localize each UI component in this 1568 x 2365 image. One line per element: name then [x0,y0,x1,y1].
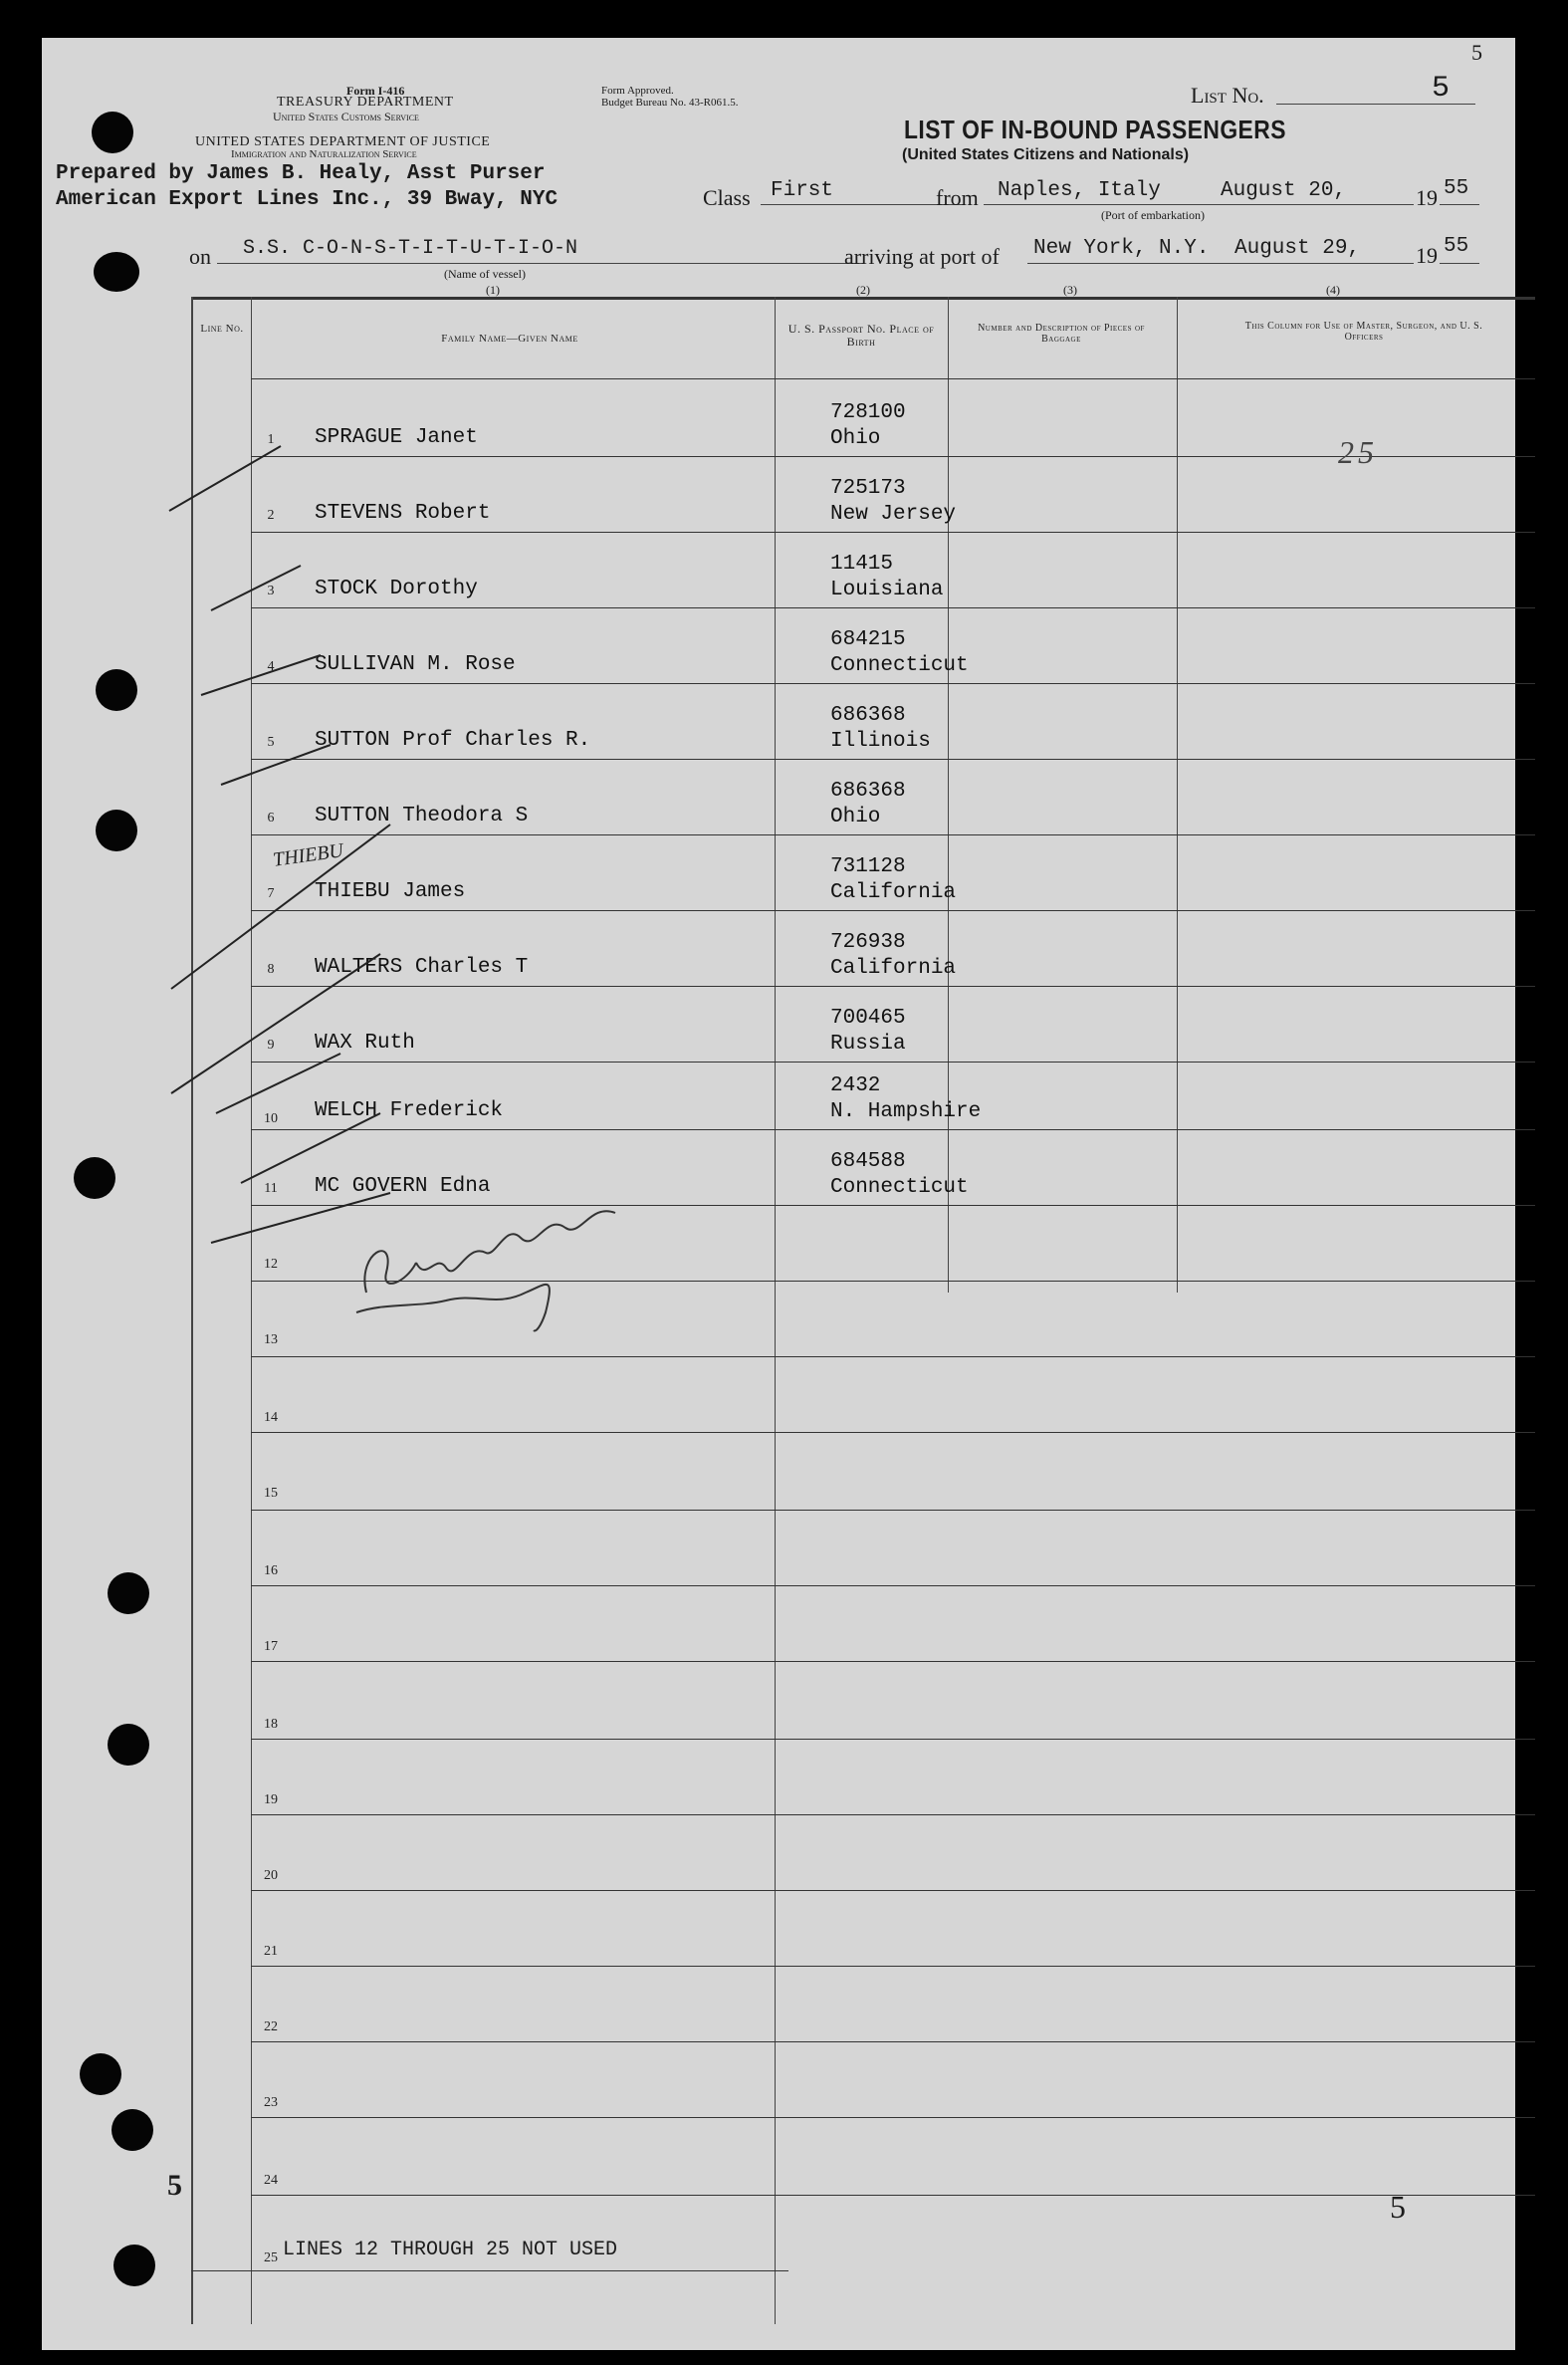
row-rule [251,834,1535,835]
row-birthplace: Ohio [830,806,881,828]
row-birthplace: Louisiana [830,579,944,601]
footer-note: LINES 12 THROUGH 25 NOT USED [283,2239,618,2261]
row-line-number: 5 [267,735,275,750]
row-rule [251,2117,1535,2118]
row-line-number: 10 [264,1111,278,1126]
header-bottom-rule [251,378,1535,379]
vessel-underline [217,263,864,264]
margin-number-left: 5 [167,2169,182,2202]
row-rule [251,1062,1535,1063]
row-line-number: 25 [264,2250,278,2265]
row-name: SUTTON Theodora S [315,805,529,828]
row-rule [251,986,1535,987]
row-rule [251,1966,1535,1967]
arrival-date: August 29, [1234,237,1361,260]
class-underline [761,204,964,205]
port-embarkation-caption: (Port of embarkation) [1101,208,1205,222]
row-rule [251,2041,1535,2042]
handwritten-name-correction: THIEBU [271,839,345,871]
punch-hole [96,669,137,711]
arriving-label: arriving at port of [844,244,1000,269]
from-underline [984,204,1414,205]
row-name: MC GOVERN Edna [315,1175,491,1198]
header-family-name: Family Name—Given Name [441,333,578,345]
row-line-number: 14 [264,1410,278,1425]
row-passport: 731128 [830,855,906,878]
row-passport: 728100 [830,401,906,424]
corner-number: 5 [1471,40,1482,65]
row-line-number: 3 [267,584,275,598]
row-name: SPRAGUE Janet [315,426,478,449]
row-rule [251,2195,1535,2196]
header-baggage: Number and Description of Pieces of Baggage [978,323,1145,345]
punch-hole [108,1572,149,1614]
arrival-year-prefix: 19 [1416,243,1438,268]
budget-bureau: Budget Bureau No. 43-R061.5. [601,97,739,109]
row-rule [251,1432,1535,1433]
row-birthplace: Ohio [830,427,881,450]
class-label: Class [703,185,751,210]
row-rule [251,910,1535,911]
punch-hole [113,2245,155,2286]
from-label: from [936,185,979,210]
row-line-number: 7 [267,886,275,901]
row-birthplace: California [830,957,957,980]
row-rule [251,759,1535,760]
vessel-name: S.S. C-O-N-S-T-I-T-U-T-I-O-N [243,237,578,260]
row-line-number: 22 [264,2019,278,2034]
punch-hole [80,2053,121,2095]
row-rule [251,532,1535,533]
column-number-4: (4) [1326,283,1340,297]
header-passport: U. S. Passport No. Place of Birth [787,322,935,349]
row-line-number: 24 [264,2173,278,2188]
row-rule [251,1739,1535,1740]
row-line-number: 2 [267,508,275,523]
row-name: STOCK Dorothy [315,578,478,600]
header-officers: This Column for Use of Master, Surgeon, and U. S. Officers [1244,321,1483,343]
row-birthplace: Connecticut [830,1176,969,1199]
list-title: LIST OF IN-BOUND PASSENGERS [904,115,1286,144]
row-passport: 686368 [830,704,906,727]
row-name: WAX Ruth [315,1032,415,1055]
immigration-service: Immigration and Naturalization Service [231,148,417,160]
table-top-border [191,297,1535,300]
row-birthplace: N. Hampshire [830,1100,982,1123]
form-approved: Form Approved. [601,85,674,97]
list-subtitle: (United States Citizens and Nationals) [902,146,1190,163]
list-number-value: 5 [1432,72,1451,106]
row-passport: 684588 [830,1150,906,1173]
row-passport: 2432 [830,1074,881,1097]
shipping-line: American Export Lines Inc., 39 Bway, NYC [56,188,559,211]
row-passport: 726938 [830,931,906,954]
row-name: WALTERS Charles T [315,956,529,979]
punch-hole [74,1157,115,1199]
column-divider-name [775,297,776,2324]
row-name: STEVENS Robert [315,502,491,525]
row-rule [251,1890,1535,1891]
row-rule [251,1356,1535,1357]
row-birthplace: Illinois [830,730,931,753]
row-line-number: 17 [264,1639,278,1654]
row-line-number: 21 [264,1944,278,1959]
form-number: Form I-416 [346,84,405,98]
row-rule [251,683,1535,684]
punch-hole [96,810,137,851]
row-line-number: 11 [264,1181,278,1196]
prepared-by: Prepared by James B. Healy, Asst Purser [56,162,546,185]
row-birthplace: California [830,881,957,904]
column-divider-baggage [1177,297,1178,1293]
row-passport: 684215 [830,628,906,651]
punch-hole [92,112,133,153]
row-birthplace: New Jersey [830,503,957,526]
treasury-department: TREASURY DEPARTMENT [277,95,454,110]
arrival-port: New York, N.Y. [1033,237,1210,260]
column-number-1: (1) [486,283,500,297]
row-line-number: 20 [264,1868,278,1883]
column-number-2: (2) [856,283,870,297]
arrival-year: 55 [1444,235,1469,258]
departure-year-underline [1440,204,1479,205]
row-passport: 11415 [830,553,894,576]
row-line-number: 9 [267,1038,275,1053]
row-passport: 725173 [830,477,906,500]
margin-number-right: 5 [1390,2189,1406,2225]
arrival-year-underline [1440,263,1479,264]
customs-service: United States Customs Service [273,110,419,123]
list-number-label: List No. [1191,83,1264,108]
row-line-number: 23 [264,2095,278,2110]
from-port: Naples, Italy [998,179,1161,202]
on-label: on [189,244,211,269]
column-number-3: (3) [1063,283,1077,297]
class-value: First [771,179,834,202]
column-divider-passport [948,297,949,1293]
row-rule [251,1510,1535,1511]
row-rule [251,1661,1535,1662]
punch-hole [94,252,139,292]
row-line-number: 15 [264,1486,278,1501]
row-name: THIEBU James [315,880,466,903]
vessel-caption: (Name of vessel) [444,267,526,281]
header-line-no: Line No. [200,323,244,335]
row-line-number: 4 [267,659,275,674]
officer-count-mark: 25 [1338,434,1378,470]
passenger-manifest-sheet [42,38,1515,2350]
punch-hole [112,2109,153,2151]
row-rule [251,1585,1535,1586]
row-line-number: 13 [264,1332,278,1347]
departure-year: 55 [1444,177,1469,200]
punch-hole [108,1724,149,1766]
arrival-underline [1027,263,1414,264]
row-line-number: 19 [264,1792,278,1807]
row-name: SUTTON Prof Charles R. [315,729,591,752]
row-line-number: 16 [264,1563,278,1578]
row-line-number: 1 [267,432,275,447]
row-name: WELCH Frederick [315,1099,504,1122]
row-line-number: 12 [264,1257,278,1272]
table-bottom-rule [191,2270,788,2271]
tally-check-marks [161,436,420,1253]
row-passport: 686368 [830,780,906,803]
row-rule [251,1814,1535,1815]
row-line-number: 18 [264,1717,278,1732]
departure-year-prefix: 19 [1416,185,1438,210]
row-birthplace: Connecticut [830,654,969,677]
row-rule [251,607,1535,608]
row-birthplace: Russia [830,1033,906,1056]
justice-department: UNITED STATES DEPARTMENT OF JUSTICE [195,134,491,149]
row-line-number: 6 [267,811,275,826]
row-line-number: 8 [267,962,275,977]
row-name: SULLIVAN M. Rose [315,653,516,676]
departure-date: August 20, [1221,179,1347,202]
row-passport: 700465 [830,1007,906,1030]
row-rule [251,1129,1535,1130]
